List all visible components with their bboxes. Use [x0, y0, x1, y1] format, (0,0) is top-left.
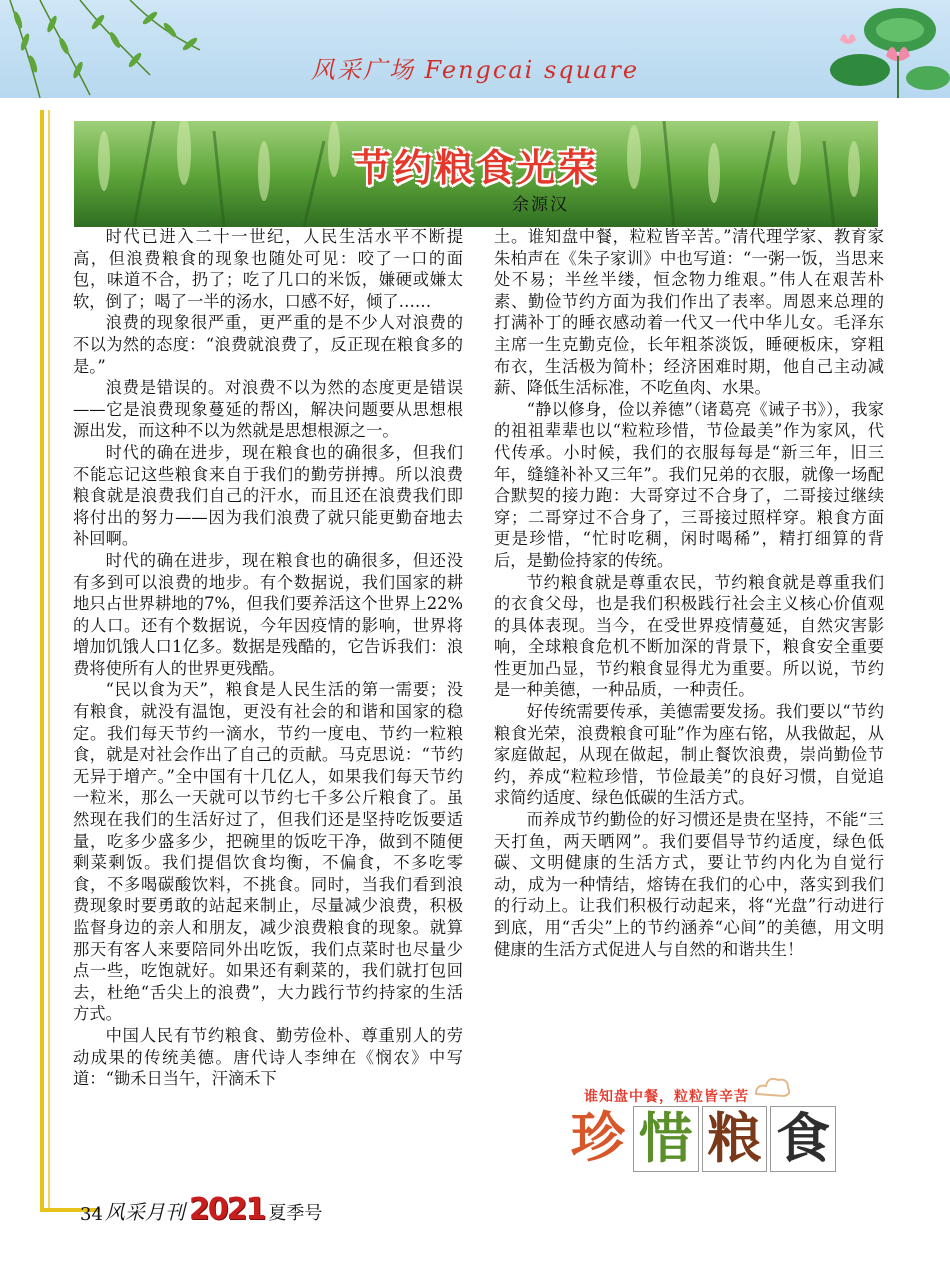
paragraph: 时代的确在进步，现在粮食也的确很多，但我们不能忘记这些粮食来自于我们的勤劳拼搏。所以浪费粮食就是浪费我们自己的汗水，而且还在浪费我们即将付出的努力——因为我们浪费了就只能更勤奋地去补回啊。 [73, 442, 463, 549]
slogan-char: 珍 [570, 1106, 625, 1169]
paragraph: “静以修身，俭以养德”（诸葛亮《诫子书》），我家的祖祖辈辈也以“粒粒珍惜，节俭最美”作为家风，代代传承。小时候，我们的衣服每每是“新三年，旧三年，缝缝补补又三年”。我们兄弟的衣服，就像一场配合默契的接力跑：大哥穿过不合身了，二哥接过继续穿；二哥穿过不合身了，三哥接过照样穿。粮食方面更是珍惜，“忙时吃稠，闲时喝稀”，精打细算的背后，是勤俭持家的传统。 [494, 399, 884, 570]
title-banner [74, 121, 878, 227]
slogan-char: 食 [770, 1106, 836, 1172]
paragraph: 浪费的现象很严重，更严重的是不少人对浪费的不以为然的态度：“浪费就浪费了，反正现在粮食多的是。” [73, 313, 463, 376]
magazine-name: 风采月刊 [104, 1200, 185, 1224]
page-footer [80, 1193, 322, 1225]
paragraph: “民以食为天”，粮食是人民生活的第一需要；没有粮食，就没有温饱，更没有社会的和谐和国家的稳定。我们每天节约一滴水，节约一度电、节约一粒粮食，就是对社会作出了自己的贡献。马克思说：“节约无异于增产。”全中国有十几亿人，如果我们每天节约一粒米，那么一天就可以节约七千多公斤粮食了。虽然现在我们的生活好过了，但我们还是坚持吃饭要适量，吃多少盛多少，把碗里的饭吃干净，做到不随便剩菜剩饭。我们提倡饮食均衡，不偏食，不多吃零食，不多喝碳酸饮料，不挑食。同时，当我们看到浪费现象时要勇敢的站起来制止，尽量减少浪费，积极监督身边的亲人和朋友，减少浪费粮食的现象。就算那天有客人来要陪同外出吃饭，我们点菜时也尽量少点一些，吃饱就好。如果还有剩菜的，我们就打包回去，杜绝“舌尖上的浪费”，大力践行节约持家的生活方式。 [73, 680, 463, 1024]
magazine-year: 2021 [188, 1192, 265, 1227]
slogan-small: 谁知盘中餐，粒粒皆辛苦 [584, 1089, 749, 1105]
article-author: 余源汉 [512, 195, 569, 215]
auspicious-cloud-icon [752, 1070, 792, 1100]
paragraph: 浪费是错误的。对浪费不以为然的态度更是错误——它是浪费现象蔓延的帮凶，解决问题要从思想根源出发，而这种不以为然就是思想根源之一。 [73, 378, 463, 441]
paragraph: 中国人民有节约粮食、勤劳俭朴、尊重别人的劳动成果的传统美德。唐代诗人李绅在《悯农》中写道：“锄禾日当午，汗滴禾下 [73, 1025, 463, 1089]
paragraph: 时代已进入二十一世纪，人民生活水平不断提高，但浪费粮食的现象也随处可见：咬了一口的面包，味道不合，扔了；吃了几口的米饭，嫌硬或嫌太软，倒了；喝了一半的汤水，口感不好，倾了…… [73, 227, 463, 311]
paragraph: 节约粮食就是尊重农民，节约粮食就是尊重我们的衣食父母，也是我们积极践行社会主义核心价值观的具体表现。当今，在受世界疫情蔓延，自然灾害影响，全球粮食危机不断加深的背景下，粮食安全重要性更加凸显，节约粮食显得尤为重要。所以说，节约是一种美德，一种品质，一种责任。 [494, 572, 884, 700]
article-column-left [73, 226, 463, 1090]
paragraph: 土。谁知盘中餐，粒粒皆辛苦。”清代理学家、教育家朱柏声在《朱子家训》中也写道：“一粥一饭，当思来处不易；半丝半缕，恒念物力维艰。”伟人在艰苦朴素、勤俭节约方面为我们作出了表率。周恩来总理的打满补丁的睡衣感动着一代又一代中华儿女。毛泽东主席一生克勤克俭，长年粗茶淡饭，睡硬板床，穿粗布衣，生活极为简朴；经济困难时期，他自己主动减薪、降低生活标准，不吃鱼肉、水果。 [494, 227, 884, 398]
magazine-issue: 夏季号 [268, 1203, 323, 1224]
paragraph: 时代的确在进步，现在粮食也的确很多，但还没有多到可以浪费的地步。有个数据说，我们国家的耕地只占世界耕地的7%，但我们要养活这个世界上22%的人口。还有个数据说，今年因疫情的影响，世界将增加饥饿人口1亿多。数据是残酷的，它告诉我们：浪费将使所有人的世界更残酷。 [73, 550, 463, 678]
page-number: 34 [80, 1204, 103, 1225]
article-title: 节约粮食光荣 [352, 146, 599, 190]
decorative-spine-inner [48, 110, 50, 1210]
slogan-big [566, 1106, 836, 1176]
decorative-spine [40, 110, 44, 1210]
section-title: 风采广场 Fengcai square [310, 56, 640, 84]
slogan-char: 粮 [702, 1106, 768, 1172]
slogan-char: 惜 [633, 1106, 699, 1172]
paragraph: 而养成节约勤俭的好习惯还是贵在坚持，不能“三天打鱼，两天晒网”。我们要倡导节约适度，绿色低碳、文明健康的生活方式，要让节约内化为自觉行动，成为一种情结，熔铸在我们的心中，落实到我们的行动上。让我们积极行动起来，将“光盘”行动进行到底，用“舌尖”上的节约涵养“心间”的美德，用文明健康的生活方式促进人与自然的和谐共生！ [494, 810, 884, 959]
lotus-illustration [800, 0, 950, 98]
article-column-right [494, 226, 884, 960]
page-header [0, 0, 950, 98]
paragraph: 好传统需要传承，美德需要发扬。我们要以“节约粮食光荣，浪费粮食可耻”作为座右铭，从我做起，从家庭做起，从现在做起，制止餐饮浪费，崇尚勤俭节约，养成“粒粒珍惜，节俭最美”的良好习惯，自觉追求简约适度、绿色低碳的生活方式。 [494, 702, 884, 808]
